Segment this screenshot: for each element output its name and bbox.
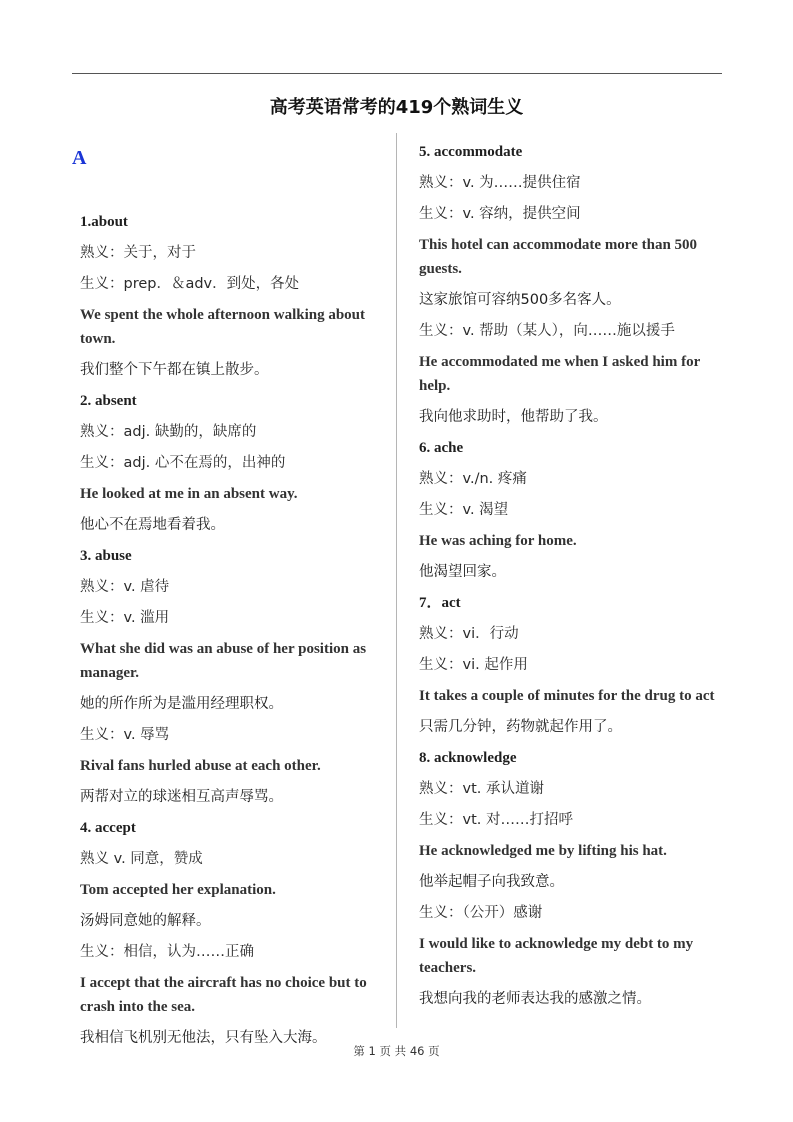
definition-line: 生义：v. 帮助（某人），向……施以援手 — [419, 323, 675, 339]
definition-line: 熟义：vt. 承认道谢 — [419, 781, 544, 797]
example-sentence: This hotel can accommodate more than 500 guests. — [419, 237, 698, 277]
translation-line: 我相信飞机别无他法，只有坠入大海。 — [80, 1030, 327, 1046]
definition-line: 生义：v. 渴望 — [419, 502, 509, 518]
entry-heading: 7．act — [419, 595, 461, 611]
translation-line: 我向他求助时，他帮助了我。 — [419, 409, 608, 425]
example-sentence: We spent the whole afternoon walking about town. — [80, 307, 366, 347]
example-sentence: He looked at me in an absent way. — [80, 486, 298, 502]
right-column — [419, 137, 719, 1015]
definition-line: 熟义 v. 同意，赞成 — [80, 851, 203, 867]
page-footer: 第 1 页 共 46 页 — [353, 1044, 440, 1058]
left-column — [80, 207, 380, 1054]
example-sentence: It takes a couple of minutes for the drug to act — [419, 688, 715, 704]
definition-line: 熟义：v. 为……提供住宿 — [419, 175, 581, 191]
section-letter: A — [72, 147, 87, 169]
entry-heading: 5. accommodate — [419, 144, 523, 160]
entry-heading: 1.about — [80, 214, 128, 230]
definition-line: 生义：相信，认为……正确 — [80, 944, 254, 960]
translation-line: 两帮对立的球迷相互高声辱骂。 — [80, 789, 283, 805]
definition-line: 生义：v. 辱骂 — [80, 727, 170, 743]
definition-line: 熟义：v./n. 疼痛 — [419, 471, 527, 487]
translation-line: 他心不在焉地看着我。 — [80, 517, 225, 533]
definition-line: 生义：adj. 心不在焉的，出神的 — [80, 455, 286, 471]
definition-line: 熟义：关于，对于 — [80, 245, 196, 261]
translation-line: 我想向我的老师表达我的感激之情。 — [419, 991, 651, 1007]
definition-line: 熟义：adj. 缺勤的，缺席的 — [80, 424, 257, 440]
definition-line: 生义：v. 容纳，提供空间 — [419, 206, 581, 222]
example-sentence: I accept that the aircraft has no choice but to crash into the sea. — [80, 975, 367, 1015]
translation-line: 我们整个下午都在镇上散步。 — [80, 362, 269, 378]
translation-line: 他举起帽子向我致意。 — [419, 874, 564, 890]
definition-line: 熟义：v. 虐待 — [80, 579, 170, 595]
definition-line: 生义：prep．＆adv．到处，各处 — [80, 276, 300, 292]
example-sentence: I would like to acknowledge my debt to my teachers. — [419, 936, 694, 976]
entry-heading: 6. ache — [419, 440, 464, 456]
translation-line: 她的所作所为是滥用经理职权。 — [80, 696, 283, 712]
entry-heading: 4. accept — [80, 820, 136, 836]
entry-heading: 2. absent — [80, 393, 137, 409]
example-sentence: Tom accepted her explanation. — [80, 882, 276, 898]
definition-line: 生义：vi. 起作用 — [419, 657, 528, 673]
translation-line: 只需几分钟，药物就起作用了。 — [419, 719, 622, 735]
translation-line: 这家旅馆可容纳500多名客人。 — [419, 292, 621, 308]
entry-heading: 3. abuse — [80, 548, 132, 564]
definition-line: 生义：（公开）感谢 — [419, 905, 543, 921]
header-rule — [72, 73, 722, 74]
example-sentence: He was aching for home. — [419, 533, 577, 549]
definition-line: 生义：vt. 对……打招呼 — [419, 812, 573, 828]
example-sentence: He accommodated me when I asked him for help. — [419, 354, 700, 394]
example-sentence: He acknowledged me by lifting his hat. — [419, 843, 667, 859]
page-title: 高考英语常考的419个熟词生义 — [269, 97, 524, 118]
example-sentence: What she did was an abuse of her position as manager. — [80, 641, 367, 681]
definition-line: 熟义：vi．行动 — [419, 626, 519, 642]
translation-line: 汤姆同意她的解释。 — [80, 913, 211, 929]
example-sentence: Rival fans hurled abuse at each other. — [80, 758, 321, 774]
definition-line: 生义：v. 滥用 — [80, 610, 170, 626]
translation-line: 他渴望回家。 — [419, 564, 506, 580]
entry-heading: 8. acknowledge — [419, 750, 517, 766]
column-divider — [396, 133, 397, 1028]
